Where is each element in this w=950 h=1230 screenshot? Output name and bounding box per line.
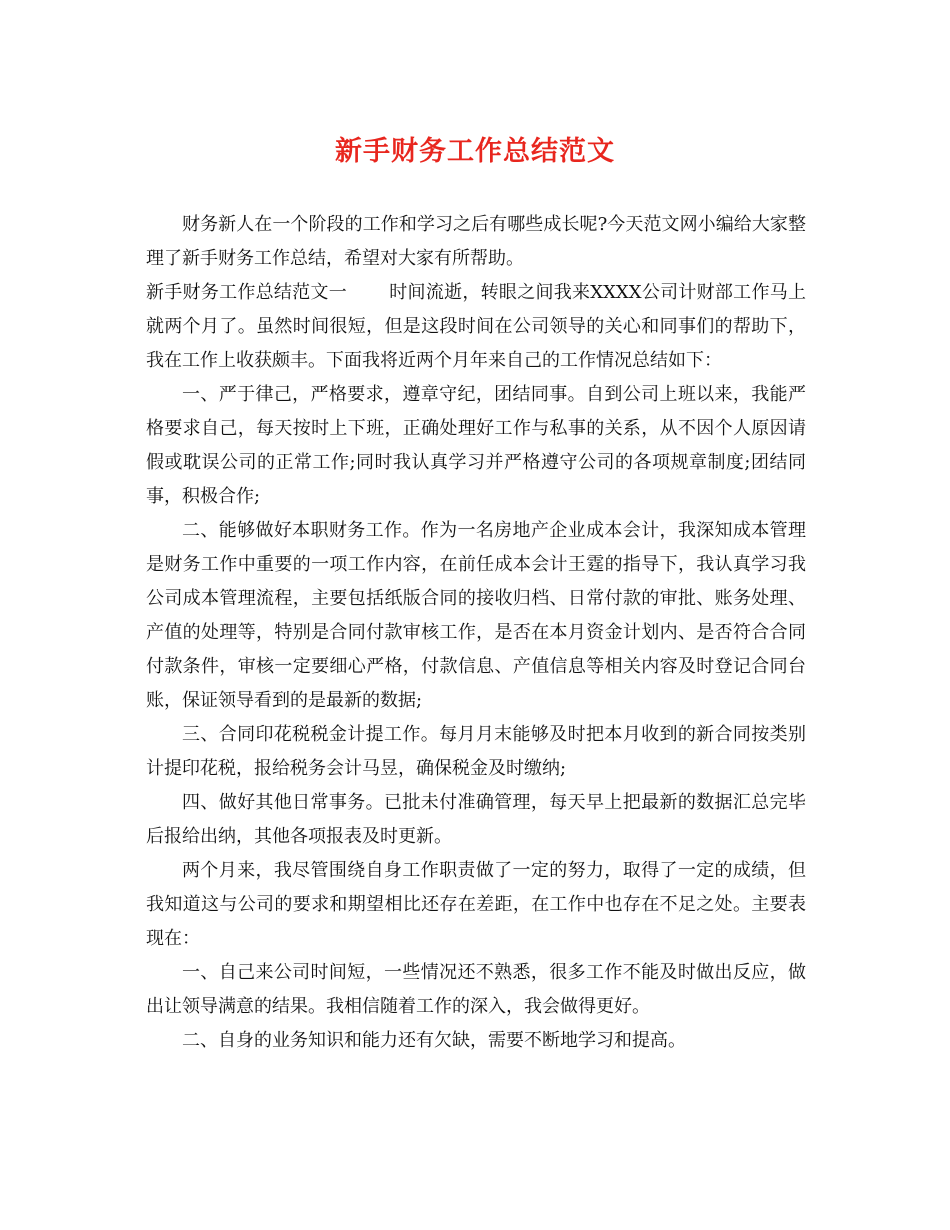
sample-heading: 新手财务工作总结范文一: [146, 282, 348, 303]
sample-intro: 时间流逝，转眼之间我来XXXX公司计财部工作马上就两个月了。虽然时间很短，但是这段时间在公司领导的关心和同事们的帮助下，我在工作上收获颇丰。下面我将近两个月年来自己的工作情况总结如下：: [146, 282, 807, 371]
sample-paragraph: [146, 276, 806, 378]
document-title: 新手财务工作总结范文: [335, 136, 615, 167]
body-paragraph: 二、能够做好本职财务工作。作为一名房地产企业成本会计，我深知成本管理是财务工作中重要的一项工作内容，在前任成本会计王霆的指导下，我认真学习我公司成本管理流程，主要包括纸版合同的接收归档、日常付款的审批、账务处理、产值的处理等，特别是合同付款审核工作，是否在本月资金计划内、是否符合合同付款条件，审核一定要细心严格，付款信息、产值信息等相关内容及时登记合同台账，保证领导看到的是最新的数据;: [146, 520, 806, 711]
body-paragraph: 一、严于律己，严格要求，遵章守纪，团结同事。自到公司上班以来，我能严格要求自己，每天按时上下班，正确处理好工作与私事的关系，从不因个人原因请假或耽误公司的正常工作;同时我认真学习并严格遵守公司的各项规章制度;团结同事，积极合作;: [146, 384, 806, 507]
body-paragraph: 三、合同印花税税金计提工作。每月月末能够及时把本月收到的新合同按类别计提印花税，报给税务会计马昱，确保税金及时缴纳;: [146, 724, 806, 779]
body-paragraph: 两个月来，我尽管围绕自身工作职责做了一定的努力，取得了一定的成绩，但我知道这与公司的要求和期望相比还存在差距，在工作中也存在不足之处。主要表现在：: [146, 860, 806, 949]
body-paragraph: 四、做好其他日常事务。已批未付准确管理，每天早上把最新的数据汇总完毕后报给出纳，其他各项报表及时更新。: [146, 792, 806, 847]
body-paragraph: 一、自己来公司时间短，一些情况还不熟悉，很多工作不能及时做出反应，做出让领导满意的结果。我相信随着工作的深入，我会做得更好。: [146, 962, 806, 1017]
intro-paragraph: 财务新人在一个阶段的工作和学习之后有哪些成长呢?今天范文网小编给大家整理了新手财务工作总结，希望对大家有所帮助。: [146, 214, 806, 269]
body-paragraph: 二、自身的业务知识和能力还有欠缺，需要不断地学习和提高。: [182, 1030, 686, 1051]
document-body: [146, 208, 806, 1058]
